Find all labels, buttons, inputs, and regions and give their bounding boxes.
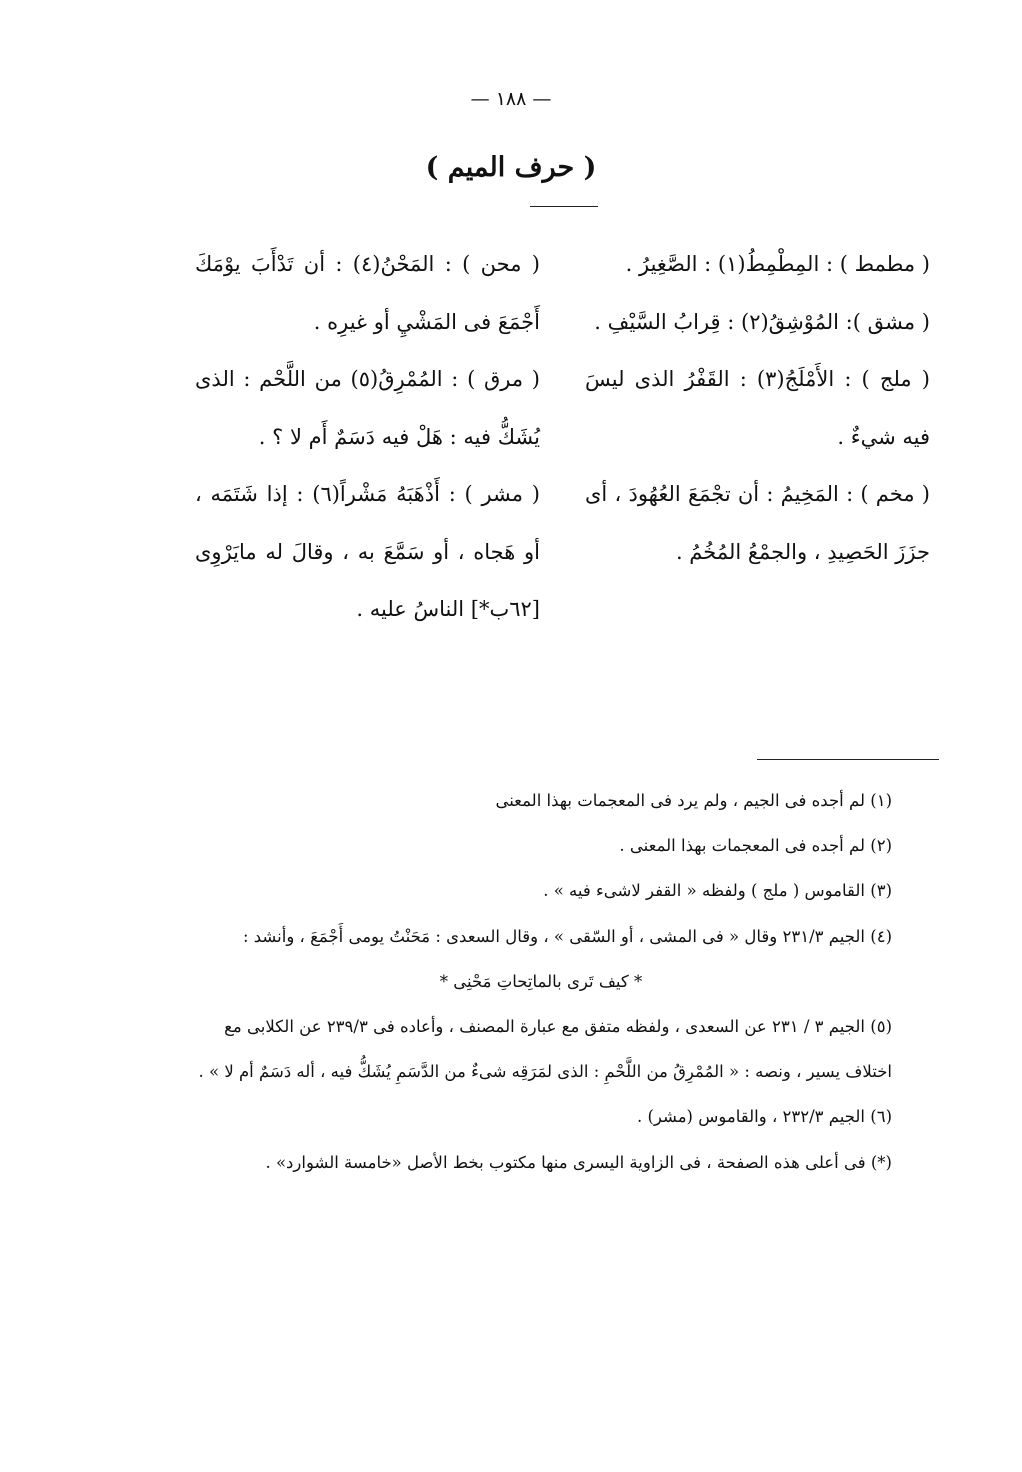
footnote-star: (*) فى أعلى هذه الصفحة ، فى الزاوية اليسرى منها مكتوب بخط الأصل «خامسة الشوارد» . [265,1152,892,1172]
title-divider [530,206,598,207]
footnote-1: (١) لم أجده فى الجيم ، ولم يرد فى المعجمات بهذا المعنى [495,791,892,810]
footnote-4-verse: * كيف تَرى بالماتِحاتِ مَحْنِى * [439,971,643,991]
footnote-divider [757,759,939,760]
entry-mshq: ( مشق ): المُوْشِقُ(٢) : قِرابُ السَّيْفِ . [594,309,930,334]
footnote-3: (٣) القاموس ( ملج ) ولفظه « القفر لاشىء فيه » . [543,881,892,901]
footnote-4: (٤) الجيم ٢٣١/٣ وقال « فى المشى ، أو السّقى » ، وقال السعدى : مَحَنْتُ يومى أَجْمَعَ ، وأنشد : [242,926,892,946]
right-column [585,236,930,581]
left-column [195,236,540,639]
entry-mrq: ( مرق ) : المُمْرِقُ(٥) من اللَّحْم : الذى يُشَكُّ فيه : هَلْ فيه دَسَمٌ أَم لا ؟ . [195,367,540,449]
entry-mlj: ( ملج ) : الأَمْلَجُ(٣) : القَفْرُ الذى ليسَ فيه شيءٌ . [585,367,930,449]
footnote-6: (٦) الجيم ٢٣٢/٣ ، والقاموس (مشر) . [636,1107,892,1127]
entry-mshr: ( مشر ) : أَذْهَبَهُ مَشْراً(٦) : إذا شَتَمَه ، أو هَجاه ، أو سَمَّعَ به ، وقالَ له مايَرْوِى [٦٢ب*] الناسُ عليه . [195,482,540,621]
chapter-title: ( حرف الميم ) [425,152,597,183]
footnotes [190,778,892,1185]
footnote-2: (٢) لم أجده فى المعجمات بهذا المعنى . [619,836,892,856]
entry-mhn: ( محن ) : المَحْنُ(٤) : أن تَدْأَبَ يوْمَكَ أَجْمَعَ فى المَشْيِ أو غيرِه . [195,252,540,334]
entry-mkhm: ( مخم ) : المَخِيمُ : أن تجْمَعَ العُهُودَ ، أى جزَزَ الحَصِيدِ ، والجمْعُ المُخُمُ . [585,482,930,564]
entry-mtmt: ( مطمط ) : المِطْمِطُ(١) : الصَّغِيرُ . [625,252,930,276]
footnote-5: (٥) الجيم ٣ / ٢٣١ عن السعدى ، ولفظه متفق مع عبارة المصنف ، وأعاده فى ٢٣٩/٣ عن الكلابى مع اختلاف يسير ، ونصه : « المُمْرِقُ من اللَّحْمِ : الذى لمَرَقِه شىءٌ من الدَّسَمِ يُشَكُّ فيه ، أله دَسَمٌ أم لا » . [198,1017,892,1082]
page-number: — ١٨٨ — [470,88,552,110]
